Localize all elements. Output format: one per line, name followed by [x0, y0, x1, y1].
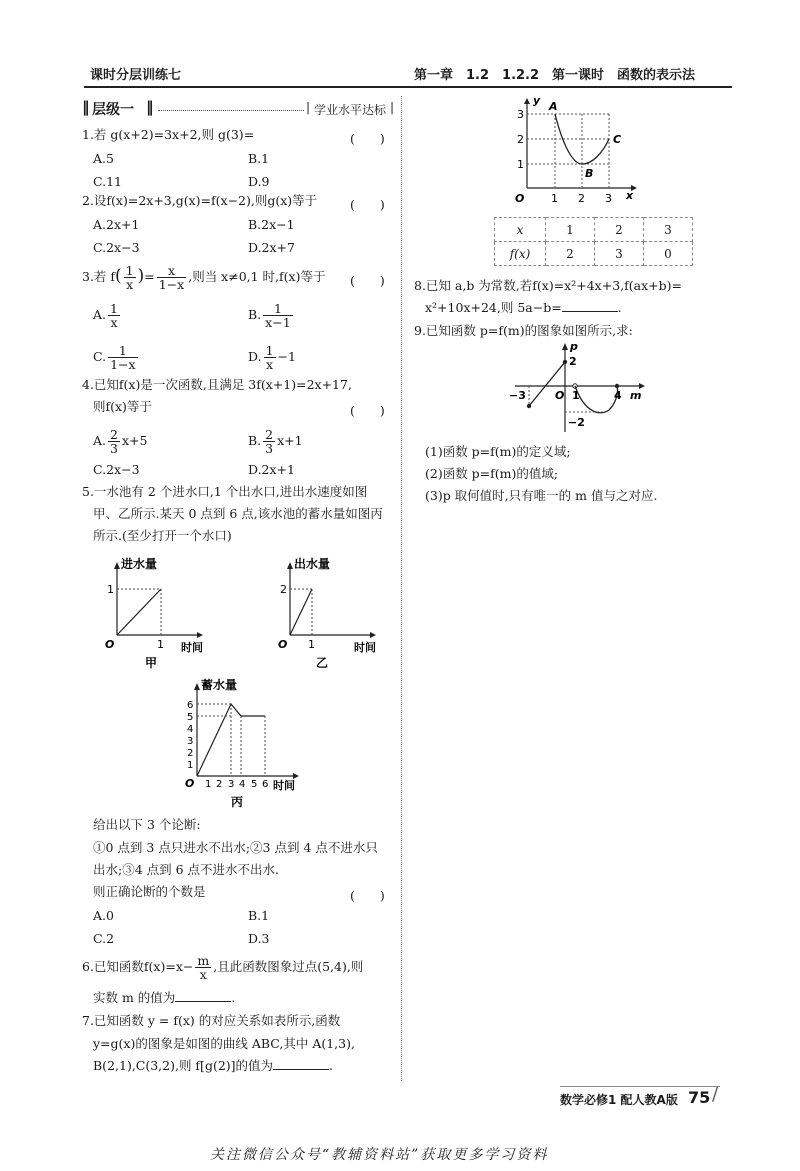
q4-option-a[interactable]: A. $\frac{2}{3}$ x+5	[93, 427, 148, 456]
q1-stem: 1.若 g(x+2)=3x+2,则 g(3)=	[82, 127, 255, 142]
graph-pm	[505, 340, 655, 438]
bing-ytick-2: 2	[187, 748, 194, 759]
q5-paren: ( )	[350, 888, 385, 903]
abc-ytick-3: 3	[517, 108, 524, 121]
bing-xlabel: 时间	[273, 779, 295, 792]
bing-caption: 丙	[231, 795, 244, 809]
pm-endpoint-right	[615, 384, 619, 388]
graph-abc	[505, 96, 645, 208]
q3-paren: ( )	[350, 273, 385, 288]
jia-xlabel: 时间	[181, 641, 203, 654]
header-left: 课时分层训练七	[90, 68, 182, 83]
bing-ytick-4: 4	[187, 724, 194, 735]
footer-rule	[560, 1086, 720, 1087]
yi-ytick: 2	[280, 583, 287, 596]
q6-line1: 6.已知函数f(x)=x− $\frac{m}{x}$ ,且此函数图象过点(5,4),则	[82, 953, 364, 982]
pm-x4: 4	[614, 389, 622, 402]
q3-option-a[interactable]: A. $\frac{1}{x}$	[93, 301, 118, 330]
q7-value-table	[494, 217, 693, 266]
abc-point-a: A	[549, 100, 558, 113]
bing-ytick-3: 3	[187, 736, 194, 747]
pm-xlabel: m	[630, 389, 642, 402]
graph-yi	[268, 555, 378, 670]
q7-line2: y=g(x)的图象是如图的曲线 ABC,其中 A(1,3),	[93, 1036, 355, 1051]
watermark-text: 关注微信公众号“教辅资料站”获取更多学习资料	[210, 1147, 549, 1163]
column-divider	[401, 96, 402, 1081]
table-cell: x	[495, 218, 546, 242]
q8-line1: 8.已知 a,b 为常数,若f(x)=x²+4x+3,f(ax+b)=	[414, 278, 682, 293]
q2-option-d[interactable]: D.2x+7	[248, 240, 295, 255]
table-row	[495, 242, 693, 266]
q4-option-b[interactable]: B. $\frac{2}{3}$ x+1	[248, 427, 303, 456]
abc-origin: O	[515, 192, 525, 205]
q5-option-a[interactable]: A.0	[93, 908, 114, 923]
q9-sub-1: (1)函数 p=f(m)的定义域;	[425, 444, 571, 459]
jia-xtick: 1	[157, 638, 164, 651]
jia-ylabel: 进水量	[121, 557, 158, 571]
q3-option-d[interactable]: D. $\frac{1}{x}$ −1	[248, 343, 296, 372]
q2-stem: 2.设f(x)=2x+3,g(x)=f(x−2),则g(x)等于	[82, 193, 318, 208]
q2-option-c[interactable]: C.2x−3	[93, 240, 140, 255]
graph-bing	[175, 676, 310, 811]
bing-ytick-5: 5	[187, 712, 194, 723]
q7-line3: B(2,1),C(3,2),则 f[g(2)]的值为 .	[93, 1058, 334, 1073]
q4-option-c[interactable]: C.2x−3	[93, 462, 140, 477]
bing-ylabel: 蓄水量	[201, 678, 238, 692]
abc-point-b: B	[585, 167, 594, 180]
q2-paren: ( )	[350, 197, 385, 212]
bing-xtick-1: 1	[205, 779, 212, 790]
q8-line2: x²+10x+24,则 5a−b= .	[425, 300, 622, 315]
footer-book: 数学必修1 配人教A版	[560, 1093, 678, 1107]
q5-option-d[interactable]: D.3	[248, 931, 270, 946]
q5-line3: 所示.(至少打开一个水口)	[93, 528, 232, 543]
q2-option-b[interactable]: B.2x−1	[248, 217, 295, 232]
level-tag: 学业水平达标	[314, 103, 387, 117]
q1-option-a[interactable]: A.5	[93, 151, 114, 166]
q5-line2: 甲、乙所示.某天 0 点到 6 点,该水池的蓄水量如图丙	[93, 506, 383, 521]
table-cell: 0	[644, 242, 693, 266]
bing-xtick-2: 2	[216, 779, 223, 790]
q8-answer-blank[interactable]	[562, 299, 618, 312]
bing-ytick-1: 1	[187, 760, 194, 771]
q9-sub-2: (2)函数 p=f(m)的值域;	[425, 466, 559, 481]
yi-xtick: 1	[308, 638, 315, 651]
q4-line2: 则f(x)等于	[93, 399, 152, 414]
q9-stem: 9.已知函数 p=f(m)的图象如图所示,求:	[414, 323, 633, 338]
q5-statement-1: ①0 点到 3 点只进水不出水;②3 点到 4 点不进水只	[93, 840, 378, 855]
yi-ylabel: 出水量	[294, 557, 331, 571]
q4-option-d[interactable]: D.2x+1	[248, 462, 295, 477]
abc-xtick-1: 1	[551, 192, 558, 205]
pm-y-neg2: −2	[568, 416, 585, 429]
q5-option-b[interactable]: B.1	[248, 908, 270, 923]
q7-answer-blank[interactable]	[273, 1057, 329, 1070]
q4-line1: 4.已知f(x)是一次函数,且满足 3f(x+1)=2x+17,	[82, 377, 352, 392]
yi-line	[290, 589, 312, 635]
pm-origin: O	[555, 389, 565, 402]
table-cell: 2	[546, 242, 595, 266]
abc-xtick-2: 2	[578, 192, 585, 205]
q5-line1: 5.一水池有 2 个进水口,1 个出水口,进出水速度如图	[82, 484, 368, 499]
yi-origin: O	[278, 638, 288, 651]
q3-stem: 3.若 f( $\frac{1}{x}$ )= $\frac{x}{1-x}$ ,则当 x≠0,1 时,f(x)等于	[82, 263, 326, 292]
q9-sub-3: (3)p 取何值时,只有唯一的 m 值与之对应.	[425, 488, 658, 503]
bing-xtick-3: 3	[228, 779, 235, 790]
q6-answer-blank[interactable]	[175, 989, 231, 1002]
bing-xtick-5: 5	[251, 779, 258, 790]
abc-xtick-3: 3	[605, 192, 612, 205]
level-bar: ‖ 层级一 ‖ | 学业水平达标 |	[82, 98, 395, 118]
jia-line	[117, 589, 161, 635]
q2-option-a[interactable]: A.2x+1	[93, 217, 140, 232]
page-slash: /	[712, 1084, 719, 1105]
q1-paren: ( )	[350, 131, 385, 146]
q5-statement-2: 出水;③4 点到 6 点不进水不出水.	[93, 862, 280, 877]
table-cell: 2	[595, 218, 644, 242]
q5-given: 给出以下 3 个论断:	[93, 817, 201, 832]
table-cell: 1	[546, 218, 595, 242]
q7-line1: 7.已知函数 y = f(x) 的对应关系如表所示,函数	[82, 1013, 341, 1028]
table-row	[495, 218, 693, 242]
bing-ytick-6: 6	[187, 700, 194, 711]
page-number: 75	[688, 1088, 711, 1107]
table-cell: 3	[644, 218, 693, 242]
table-cell: 3	[595, 242, 644, 266]
q3-option-c[interactable]: C. $\frac{1}{1-x}$	[93, 343, 136, 372]
header-rule	[84, 86, 732, 88]
pm-point-top	[563, 360, 567, 364]
abc-ylabel: y	[533, 96, 541, 107]
abc-ytick-2: 2	[517, 133, 524, 146]
level-label: 层级一	[92, 102, 134, 118]
header-right: 第一章 1.2 1.2.2 第一课时 函数的表示法	[414, 68, 696, 83]
yi-xlabel: 时间	[354, 641, 376, 654]
table-cell: f(x)	[495, 242, 546, 266]
bing-origin: O	[185, 777, 195, 790]
pm-y2: 2	[569, 355, 577, 368]
q1-option-d[interactable]: D.9	[248, 174, 270, 189]
pm-x1: 1	[572, 389, 580, 402]
q3-option-b[interactable]: B. $\frac{1}{x-1}$	[248, 301, 291, 330]
bing-xtick-6: 6	[262, 779, 269, 790]
jia-origin: O	[105, 638, 115, 651]
abc-xlabel: x	[626, 189, 634, 202]
q1-option-b[interactable]: B.1	[248, 151, 270, 166]
jia-caption: 甲	[145, 656, 158, 670]
pm-x-neg3: −3	[509, 389, 526, 402]
pm-ylabel: p	[570, 340, 578, 353]
q4-paren: ( )	[350, 403, 385, 418]
jia-ytick: 1	[107, 583, 114, 596]
abc-point-c: C	[613, 133, 622, 146]
abc-ytick-1: 1	[517, 158, 524, 171]
pm-curve	[575, 386, 618, 413]
graph-jia	[95, 555, 205, 670]
q6-line2: 实数 m 的值为 .	[93, 990, 236, 1005]
yi-caption: 乙	[316, 656, 329, 670]
q1-option-c[interactable]: C.11	[93, 174, 122, 189]
bing-xtick-4: 4	[239, 779, 246, 790]
q5-ask: 则正确论断的个数是	[93, 884, 206, 899]
q5-option-c[interactable]: C.2	[93, 931, 115, 946]
